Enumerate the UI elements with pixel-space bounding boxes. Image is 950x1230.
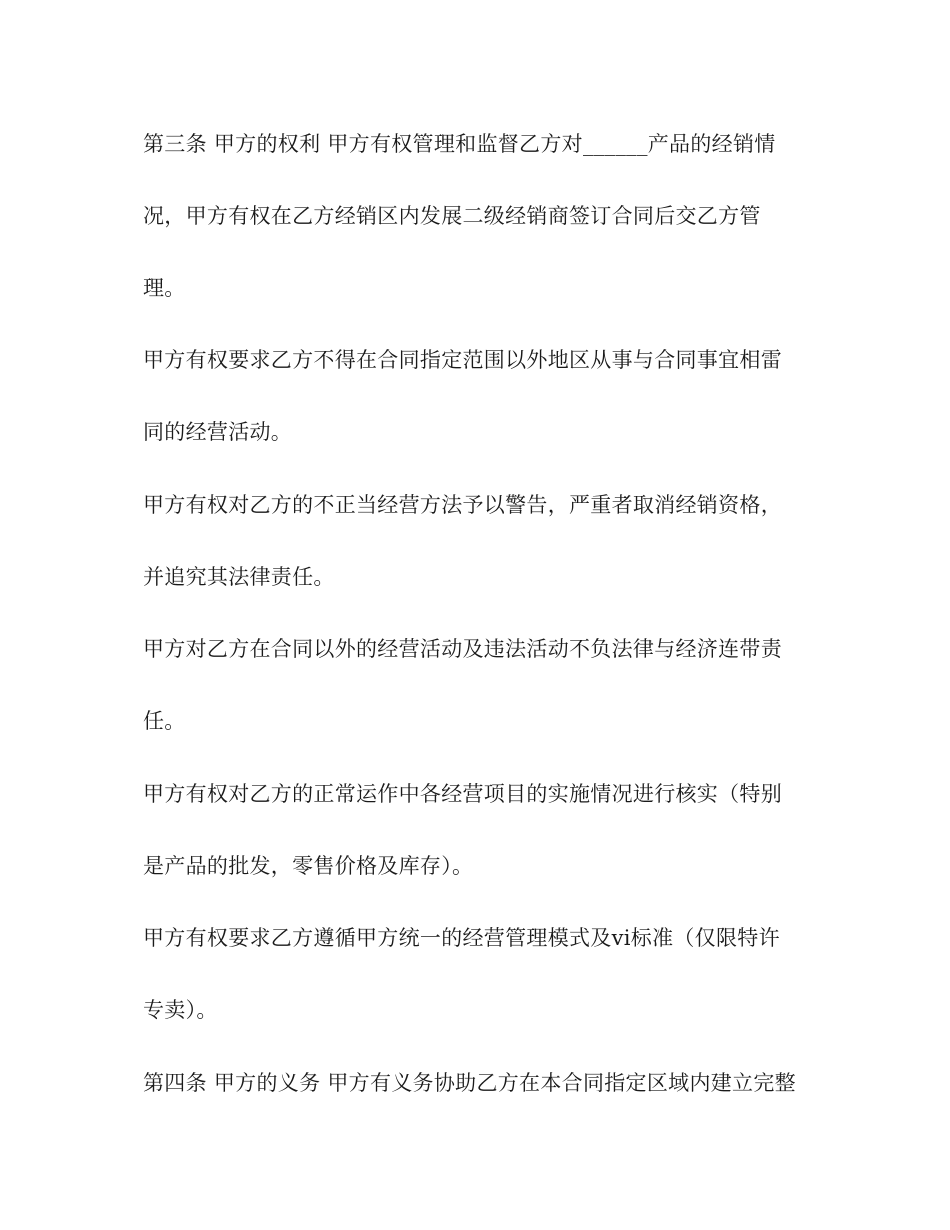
- text-line: 是产品的批发，零售价格及库存）。: [143, 854, 474, 878]
- text-line: 甲方有权要求乙方遵循甲方统一的经营管理模式及vi标准（仅限特许: [143, 926, 780, 950]
- text-line: 甲方有权要求乙方不得在合同指定范围以外地区从事与合同事宜相雷: [143, 348, 782, 372]
- text-line: 第三条 甲方的权利 甲方有权管理和监督乙方对______产品的经销情: [143, 132, 776, 156]
- text-line: 第四条 甲方的义务 甲方有义务协助乙方在本合同指定区域内建立完整: [143, 1071, 796, 1095]
- text-line: 并追究其法律责任。: [143, 565, 335, 589]
- text-line: 况，甲方有权在乙方经销区内发展二级经销商签订合同后交乙方管: [143, 204, 761, 228]
- text-line: 理。: [143, 276, 186, 300]
- text-line: 甲方有权对乙方的正常运作中各经营项目的实施情况进行核实（特别: [143, 782, 782, 806]
- text-line: 专卖）。: [143, 998, 218, 1022]
- text-line: 任。: [143, 709, 186, 733]
- text-line: 甲方对乙方在合同以外的经营活动及违法活动不负法律与经济连带责: [143, 637, 782, 661]
- text-line: 同的经营活动。: [143, 420, 293, 444]
- text-line: 甲方有权对乙方的不正当经营方法予以警告，严重者取消经销资格，: [143, 493, 782, 517]
